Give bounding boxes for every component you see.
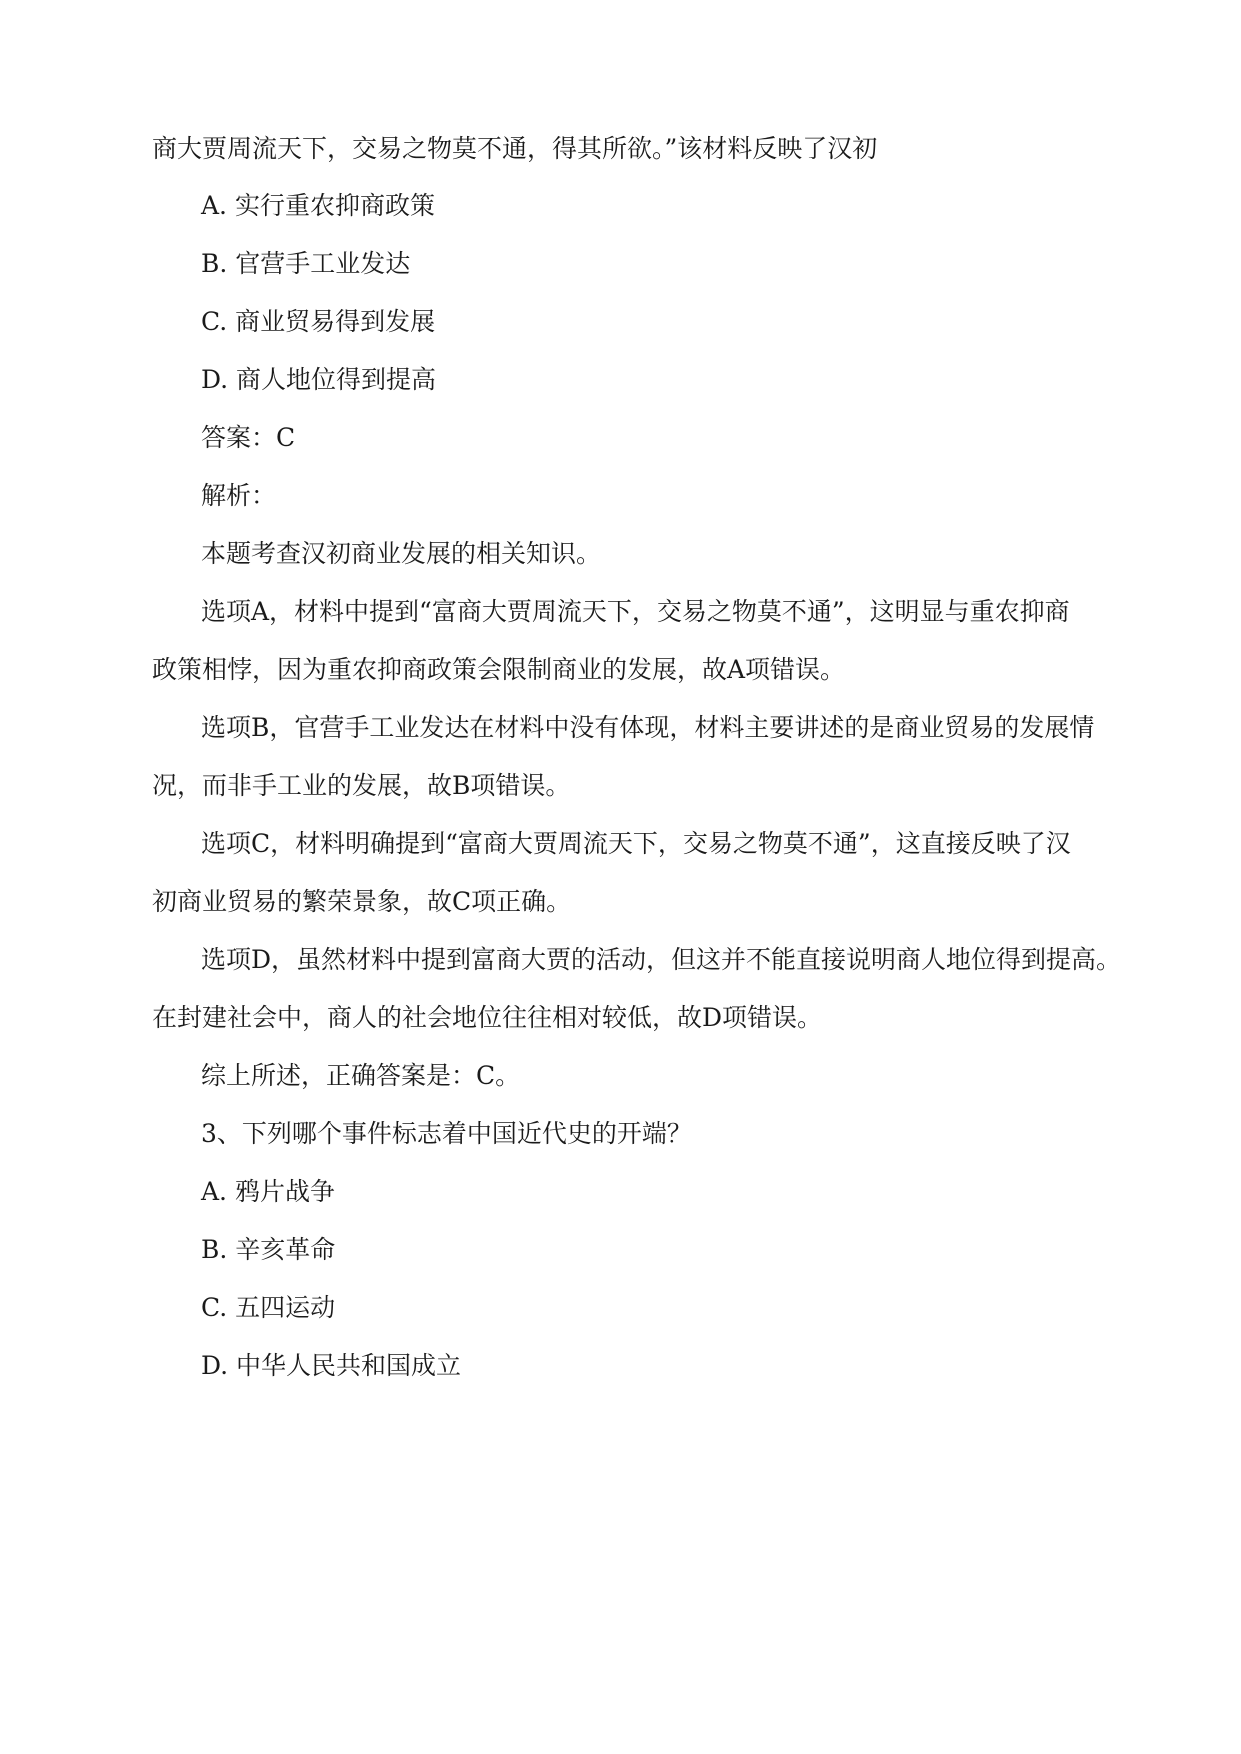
answer-line: 答案：C [201, 423, 296, 452]
analysis-option-b-line2: 况，而非手工业的发展，故B项错误。 [152, 771, 571, 800]
analysis-option-c-line2: 初商业贸易的繁荣景象，故C项正确。 [152, 887, 572, 916]
q3-option-d: D. 中华人民共和国成立 [201, 1351, 462, 1380]
q3-option-c: C. 五四运动 [201, 1293, 336, 1322]
analysis-option-a-line1: 选项A，材料中提到“富商大贾周流天下，交易之物莫不通”，这明显与重农抑商 [201, 597, 1070, 626]
question-stem-continued: 商大贾周流天下，交易之物莫不通，得其所欲。”该材料反映了汉初 [152, 134, 878, 163]
analysis-option-d-line1: 选项D，虽然材料中提到富商大贾的活动，但这并不能直接说明商人地位得到提高。 [201, 945, 1122, 974]
option-d: D. 商人地位得到提高 [201, 365, 437, 394]
option-b: B. 官营手工业发达 [201, 249, 411, 278]
question-3-stem: 3、下列哪个事件标志着中国近代史的开端？ [201, 1119, 692, 1148]
q3-option-b: B. 辛亥革命 [201, 1235, 336, 1264]
analysis-option-c-line1: 选项C，材料明确提到“富商大贾周流天下，交易之物莫不通”，这直接反映了汉 [201, 829, 1071, 858]
analysis-conclusion: 综上所述，正确答案是：C。 [201, 1061, 521, 1090]
analysis-option-a-line2: 政策相悖，因为重农抑商政策会限制商业的发展，故A项错误。 [152, 655, 846, 684]
analysis-option-d-line2: 在封建社会中，商人的社会地位往往相对较低，故D项错误。 [152, 1003, 823, 1032]
analysis-label: 解析： [201, 481, 277, 510]
analysis-intro: 本题考查汉初商业发展的相关知识。 [201, 539, 602, 568]
option-c: C. 商业贸易得到发展 [201, 307, 436, 336]
analysis-option-b-line1: 选项B，官营手工业发达在材料中没有体现，材料主要讲述的是商业贸易的发展情 [201, 713, 1095, 742]
option-a: A. 实行重农抑商政策 [201, 191, 435, 220]
q3-option-a: A. 鸦片战争 [201, 1177, 335, 1206]
